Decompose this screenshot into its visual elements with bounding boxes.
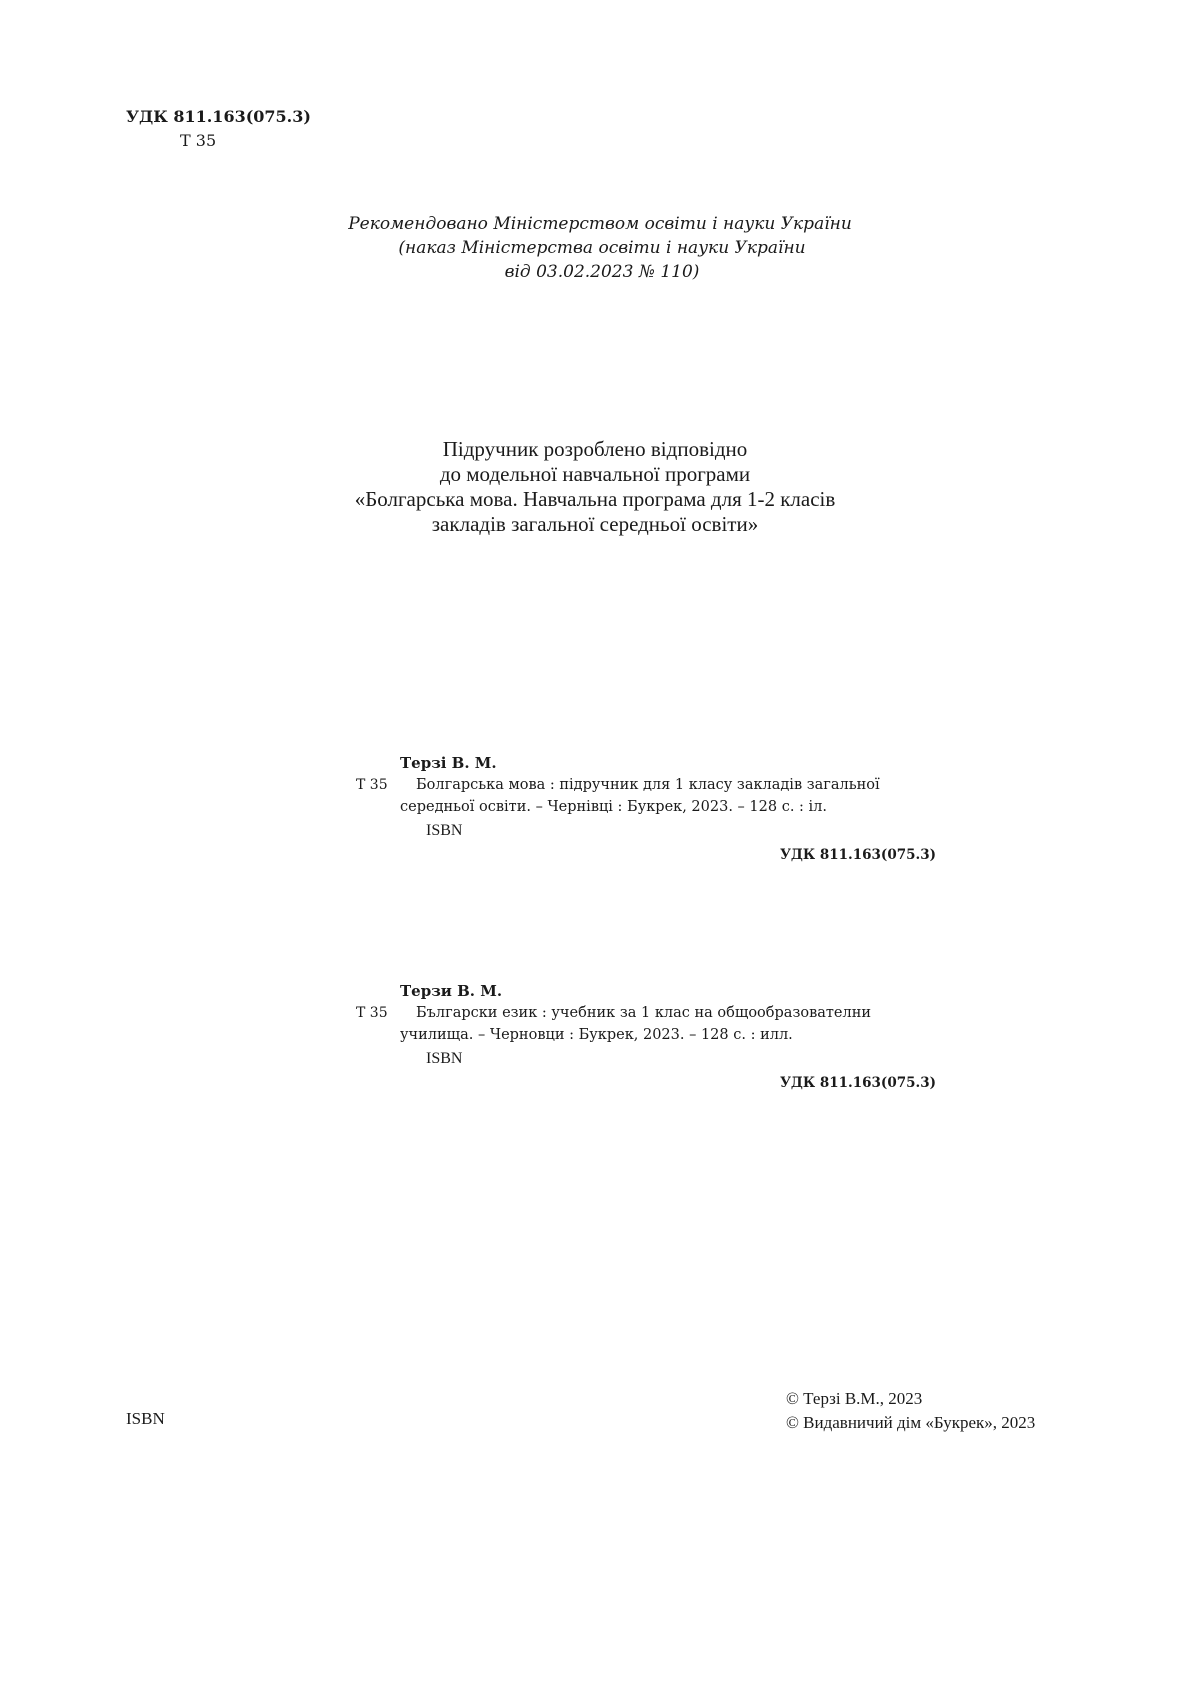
- card-description-line-1: Болгарська мова : підручник для 1 класу закладів загальної: [416, 777, 880, 793]
- udk-code: УДК 811.163(075.3): [126, 107, 311, 126]
- card-description-line-2: середньої освіти. – Чернівці : Букрек, 2023. – 128 с. : іл.: [400, 799, 827, 815]
- card-body: [356, 1002, 936, 1046]
- card-author: Терзи В. М.: [400, 982, 503, 1000]
- card-description-line-2: училища. – Черновци : Букрек, 2023. – 128 с. : илл.: [400, 1027, 793, 1043]
- card-sign: Т 35: [356, 777, 388, 793]
- program-line-1: Підручник розроблено відповідно: [442, 437, 748, 461]
- program-statement: [0, 437, 1190, 537]
- recommendation-line-3: від 03.02.2023 № 110): [504, 262, 700, 282]
- card-udk: УДК 811.163(075.3): [779, 847, 936, 863]
- program-line-3: «Болгарська мова. Навчальна програма для 1-2 класів: [354, 487, 836, 511]
- card-udk: УДК 811.163(075.3): [779, 1075, 936, 1091]
- catalog-card-bulgarian: [356, 980, 936, 1094]
- card-isbn: ISBN: [426, 1050, 463, 1067]
- card-description: [400, 1002, 936, 1046]
- card-author: Терзі В. М.: [400, 754, 497, 772]
- author-sign: Т 35: [180, 131, 217, 150]
- recommendation-line-2: (наказ Міністерства освіти і науки України: [398, 238, 806, 258]
- copyright-author: © Терзі В.М., 2023: [786, 1389, 923, 1408]
- footer-isbn: ISBN: [126, 1409, 165, 1428]
- card-description: [400, 774, 936, 818]
- copyright-block: [786, 1387, 1035, 1435]
- catalog-card-ukrainian: [356, 752, 936, 866]
- ministry-recommendation: [0, 212, 1190, 284]
- card-body: [356, 774, 936, 818]
- udk-header: [126, 105, 311, 153]
- card-isbn: ISBN: [426, 822, 463, 839]
- copyright-publisher: © Видавничий дім «Букрек», 2023: [786, 1413, 1036, 1432]
- recommendation-line-1: Рекомендовано Міністерством освіти і науки України: [348, 214, 852, 234]
- card-description-line-1: Български език : учебник за 1 клас на общообразователни: [416, 1005, 872, 1021]
- card-sign: Т 35: [356, 1005, 388, 1021]
- program-line-4: закладів загальної середньої освіти»: [431, 512, 759, 536]
- program-line-2: до модельної навчальної програми: [439, 462, 751, 486]
